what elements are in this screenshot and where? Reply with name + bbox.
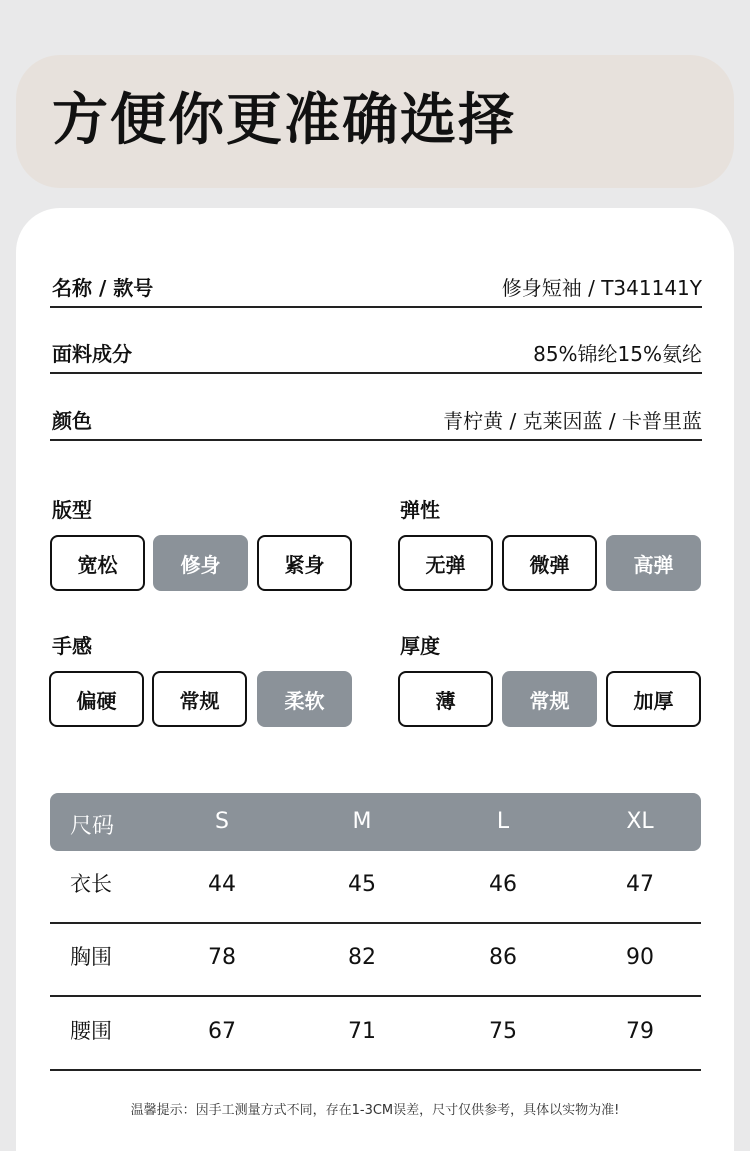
feel-option-regular[interactable]: 常规 (152, 671, 247, 727)
size-header-xl: XL (626, 809, 654, 834)
table-cell: 71 (348, 1019, 376, 1044)
fit-option-slim[interactable]: 修身 (153, 535, 248, 591)
table-cell: 67 (208, 1019, 236, 1044)
info-value-fabric: 85%锦纶15%氨纶 (533, 342, 702, 366)
info-value-color: 青柠黄 / 克莱因蓝 / 卡普里蓝 (443, 409, 702, 433)
info-label-fabric: 面料成分 (52, 342, 132, 366)
fit-option-tight[interactable]: 紧身 (257, 535, 352, 591)
table-cell: 82 (348, 945, 376, 970)
row-label-length: 衣长 (70, 872, 112, 896)
table-cell: 86 (489, 945, 517, 970)
elasticity-option-none[interactable]: 无弹 (398, 535, 493, 591)
table-cell: 75 (489, 1019, 517, 1044)
table-cell: 78 (208, 945, 236, 970)
page-title: 方便你更准确选择 (52, 88, 516, 153)
table-row-waist (50, 997, 701, 1071)
elasticity-option-slight[interactable]: 微弹 (502, 535, 597, 591)
size-header-l: L (496, 809, 510, 834)
table-cell: 90 (626, 945, 654, 970)
size-table-header (50, 793, 701, 851)
info-value-name: 修身短袖 / T341141Y (501, 276, 702, 300)
size-header-s: S (215, 809, 229, 834)
info-row-fabric (50, 332, 702, 374)
feel-title: 手感 (52, 634, 92, 658)
table-row-chest (50, 923, 701, 997)
size-header-m: M (352, 809, 372, 834)
fit-option-loose[interactable]: 宽松 (50, 535, 145, 591)
info-row-color (50, 399, 702, 441)
elasticity-option-high[interactable]: 高弹 (606, 535, 701, 591)
info-label-name: 名称 / 款号 (52, 276, 154, 300)
table-cell: 47 (626, 872, 654, 897)
size-header-label: 尺码 (70, 814, 115, 839)
product-info-card (16, 208, 734, 1151)
thickness-option-thick[interactable]: 加厚 (606, 671, 701, 727)
table-cell: 46 (489, 872, 517, 897)
feel-option-hard[interactable]: 偏硬 (49, 671, 144, 727)
measurement-note: 温馨提示：因手工测量方式不同，存在1-3CM误差，尺寸仅供参考，具体以实物为准! (130, 1103, 620, 1118)
row-label-chest: 胸围 (70, 945, 112, 969)
thickness-title: 厚度 (400, 634, 440, 658)
thickness-option-thin[interactable]: 薄 (398, 671, 493, 727)
table-row-length (50, 850, 701, 924)
info-row-name (50, 266, 702, 308)
table-cell: 45 (348, 872, 376, 897)
table-cell: 44 (208, 872, 236, 897)
thickness-option-regular[interactable]: 常规 (502, 671, 597, 727)
fit-title: 版型 (52, 498, 92, 522)
table-cell: 79 (626, 1019, 654, 1044)
feel-option-soft[interactable]: 柔软 (257, 671, 352, 727)
info-label-color: 颜色 (52, 409, 92, 433)
row-label-waist: 腰围 (70, 1019, 112, 1043)
elasticity-title: 弹性 (400, 498, 440, 522)
header-banner (16, 55, 734, 188)
